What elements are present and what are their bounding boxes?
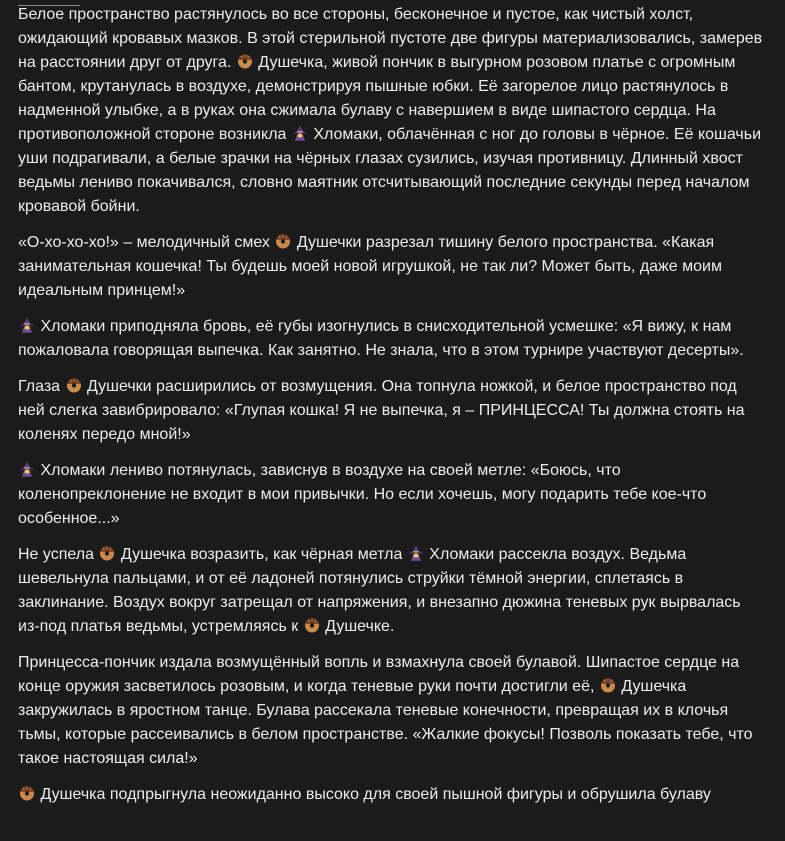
- story-paragraph: [18, 783, 766, 807]
- donut-icon: [237, 53, 253, 69]
- paragraph-text: Глаза: [18, 378, 65, 395]
- story-paragraph: [18, 651, 766, 771]
- paragraph-text: Душечка, живой пончик в выгурном розовом платье с огромным бантом, крутанулась в воздухе, демонстрируя пышные юбки. Её загорелое лицо растянулось в надменной улыбке, а в руках она сжимала булаву с навершием в виде шипастого сердца. На противоположной стороне возникла: [18, 54, 736, 143]
- story-paragraph: [18, 3, 766, 219]
- donut-icon: [99, 545, 115, 561]
- paragraph-text: Душечке.: [320, 618, 395, 635]
- donut-icon: [275, 233, 291, 249]
- story-paragraph: [18, 543, 766, 639]
- paragraph-text: Душечки расширились от возмущения. Она топнула ножкой, и белое пространство под ней слегка завибрировало: «Глупая кошка! Я не выпечка, я – ПРИНЦЕССА! Ты должна стоять на коленях передо мной!»: [18, 378, 745, 443]
- paragraph-text: Хломаки приподняла бровь, её губы изогнулись в снисходительной усмешке: «Я вижу, к нам пожаловала говорящая выпечка. Как занятно. Не знала, что в этом турнире участвуют десерты».: [18, 318, 744, 359]
- paragraph-text: Хломаки, облачённая с ног до головы в чёрное. Её кошачьи уши подрагивали, а белые зрачки на чёрных глазах сузились, изучая противницу. Длинный хвост ведьмы лениво покачивался, словно маятник отсчитывающий последние секунды перед началом кровавой бойни.: [18, 126, 762, 215]
- witch-icon: [19, 317, 35, 333]
- paragraph-text: Принцесса-пончик издала возмущённый вопль и взмахнула своей булавой. Шипастое сердце на конце оружия засветилось розовым, и когда теневые руки почти достигли её,: [18, 654, 740, 695]
- paragraph-text: Не успела: [18, 546, 99, 563]
- donut-icon: [19, 785, 35, 801]
- paragraph-text: Душечка возразить, как чёрная метла: [116, 546, 407, 563]
- story-paragraph: [18, 231, 766, 303]
- witch-icon: [408, 545, 424, 561]
- paragraph-text: Душечка подпрыгнула неожиданно высоко для своей пышной фигуры и обрушила булаву: [36, 786, 711, 803]
- story-paragraph: [18, 315, 766, 363]
- paragraph-text: Хломаки рассекла воздух. Ведьма шевельнула пальцами, и от её ладоней потянулись струйки тёмной энергии, сплетаясь в заклинание. Воздух вокруг затрещал от напряжения, и внезапно дюжина теневых рук вырвалась из-под платья ведьмы, устремляясь к: [18, 546, 741, 635]
- witch-icon: [19, 461, 35, 477]
- donut-icon: [66, 377, 82, 393]
- story-text: [18, 3, 766, 819]
- story-paragraph: [18, 375, 766, 447]
- witch-icon: [292, 125, 308, 141]
- paragraph-text: Белое пространство растянулось во все стороны, бесконечное и пустое, как чистый холст, ожидающий кровавых мазков. В этой стерильной пустоте две фигуры материализовались, замерев на расстоянии друг от друга.: [18, 6, 763, 71]
- donut-icon: [600, 677, 616, 693]
- paragraph-text: Душечки разрезал тишину белого пространства. «Какая занимательная кошечка! Ты будешь моей новой игрушкой, не так ли? Может быть, даже моим идеальным принцем!»: [18, 234, 722, 299]
- donut-icon: [304, 617, 320, 633]
- paragraph-text: Хломаки лениво потянулась, зависнув в воздухе на своей метле: «Боюсь, что коленопреклонение не входит в мои привычки. Но если хочешь, могу подарить тебе кое-что особенное...»: [18, 462, 707, 527]
- paragraph-text: «О-хо-хо-хо!» – мелодичный смех: [18, 234, 275, 251]
- story-paragraph: [18, 459, 766, 531]
- paragraph-text: Душечка закружилась в яростном танце. Булава рассекала теневые конечности, превращая их в клочья тьмы, которые рассеивались в белом пространстве. «Жалкие фокусы! Позволь показать тебе, что такое настоящая сила!»: [18, 678, 753, 767]
